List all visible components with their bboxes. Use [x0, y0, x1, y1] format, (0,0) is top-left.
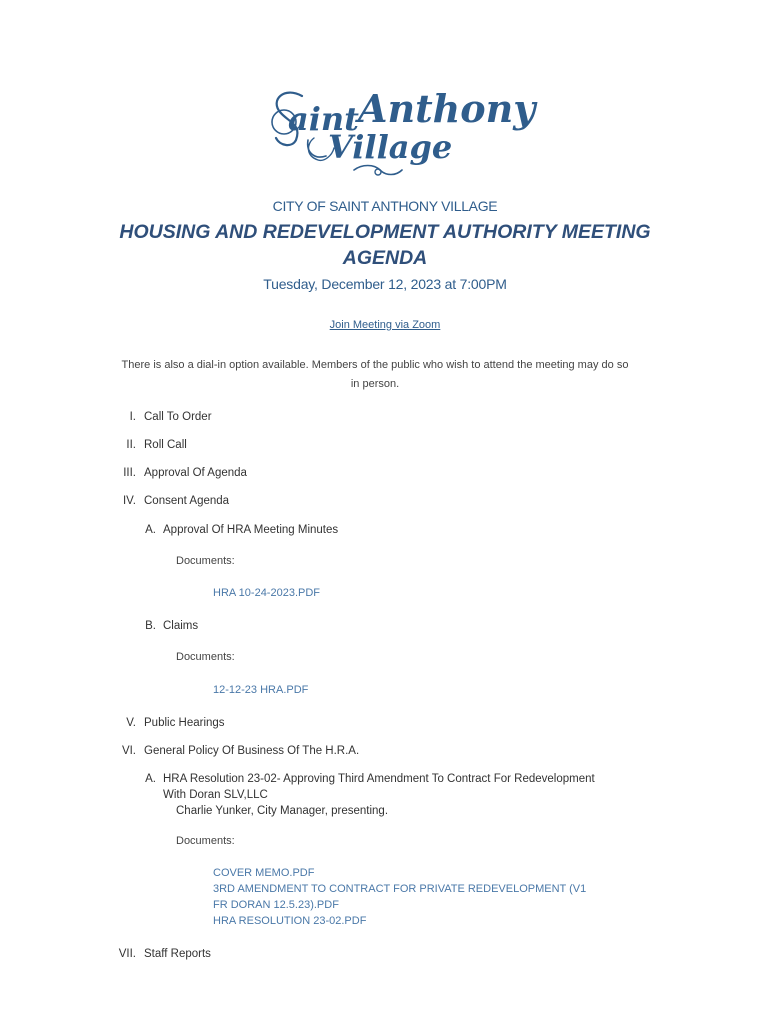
- item-label: Staff Reports: [144, 948, 211, 960]
- title-line-2: AGENDA: [342, 247, 428, 269]
- subitem-label-line-1: HRA Resolution 23-02- Approving Third Amendment To Contract For Redevelopment: [163, 773, 595, 785]
- doc-link-claims[interactable]: 12-12-23 HRA.PDF: [213, 684, 309, 696]
- item-label: General Policy Of Business Of The H.R.A.: [144, 745, 360, 757]
- city-name: CITY OF SAINT ANTHONY VILLAGE: [272, 198, 498, 214]
- item-number: IV.: [122, 495, 136, 507]
- svg-text:aint: aint: [288, 100, 359, 138]
- meeting-date: Tuesday, December 12, 2023 at 7:00PM: [263, 276, 507, 292]
- doc-link-hra-minutes[interactable]: HRA 10-24-2023.PDF: [213, 587, 320, 599]
- subitem-label: Approval Of HRA Meeting Minutes: [163, 524, 339, 536]
- item-number: VI.: [121, 745, 136, 757]
- zoom-link-row: [0, 319, 770, 331]
- saint-anthony-village-logo: [262, 82, 536, 182]
- item-number: V.: [126, 717, 136, 729]
- subitem-letter: A.: [145, 773, 156, 785]
- doc-link-hra-resolution[interactable]: HRA RESOLUTION 23-02.PDF: [213, 915, 367, 927]
- item-label: Approval Of Agenda: [144, 467, 247, 479]
- documents-label: Documents:: [176, 651, 235, 663]
- presenter-line: Charlie Yunker, City Manager, presenting.: [176, 805, 389, 817]
- subitem-letter: B.: [145, 620, 156, 632]
- item-number: I.: [129, 411, 136, 423]
- item-label: Roll Call: [144, 439, 187, 451]
- documents-label: Documents:: [176, 555, 235, 567]
- subitem-letter: A.: [145, 524, 156, 536]
- note-line-2: in person.: [350, 378, 400, 390]
- item-number: III.: [123, 467, 136, 479]
- doc-link-third-amendment-line-2[interactable]: FR DORAN 12.5.23).PDF: [213, 899, 339, 911]
- documents-label: Documents:: [176, 835, 235, 847]
- subitem-label: Claims: [163, 620, 199, 632]
- item-number: II.: [126, 439, 136, 451]
- svg-text:Village: Village: [328, 128, 453, 166]
- item-number: VII.: [118, 948, 136, 960]
- item-label: Call To Order: [144, 411, 212, 423]
- dial-in-note: [105, 356, 645, 394]
- note-line-1: There is also a dial-in option available. Members of the public who wish to attend the meeting may do so: [121, 359, 629, 371]
- join-zoom-link[interactable]: Join Meeting via Zoom: [329, 319, 441, 331]
- subitem-label-line-2: With Doran SLV,LLC: [163, 789, 268, 801]
- item-label: Public Hearings: [144, 717, 225, 729]
- doc-link-third-amendment-line-1[interactable]: 3RD AMENDMENT TO CONTRACT FOR PRIVATE REDEVELOPMENT (V1: [213, 883, 587, 895]
- item-label: Consent Agenda: [144, 495, 230, 507]
- title-line-1: HOUSING AND REDEVELOPMENT AUTHORITY MEETING: [119, 221, 651, 243]
- svg-text:Anthony: Anthony: [358, 86, 536, 131]
- doc-link-cover-memo[interactable]: COVER MEMO.PDF: [213, 867, 315, 879]
- page-title: [0, 219, 770, 271]
